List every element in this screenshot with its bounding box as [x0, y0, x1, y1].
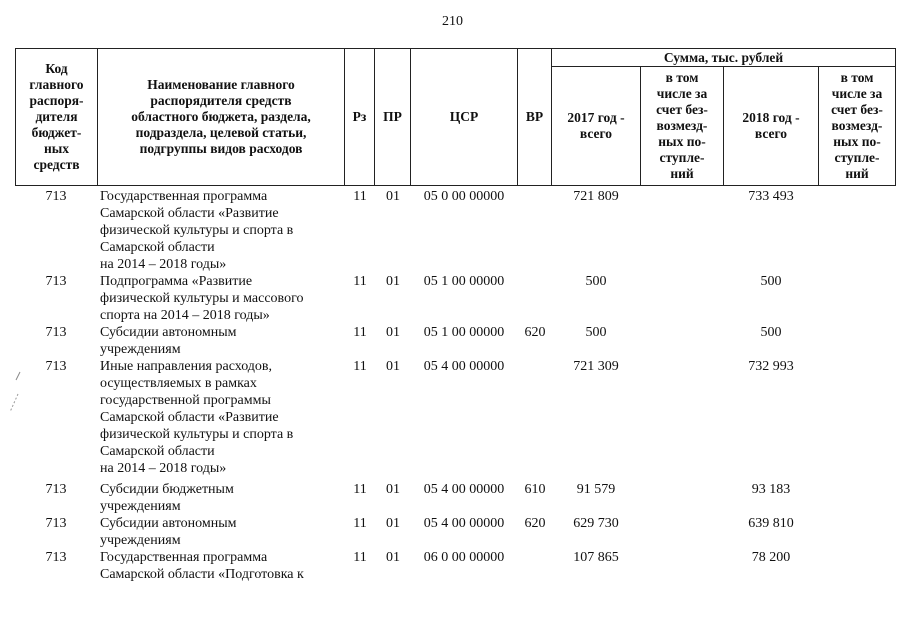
cell-pr: 01	[386, 274, 400, 289]
cell-vr: 620	[524, 325, 546, 340]
cell-2017-total: 721 809	[573, 189, 619, 204]
header-rz	[344, 48, 375, 186]
cell-pr: 01	[386, 359, 400, 374]
cell-pr: 01	[386, 325, 400, 340]
cell-csr: 05 4 00 00000	[423, 516, 505, 531]
header-vr	[517, 48, 552, 186]
cell-code: 713	[45, 189, 67, 204]
cell-2017-total: 721 309	[573, 359, 619, 374]
cell-rz: 11	[353, 359, 367, 374]
header-sum-group	[551, 48, 896, 67]
cell-name: Иные направления расходов, осуществляемых в рамках государственной программы Самарской области «Развитие физической культуры и спорта в Самарской области на 2014 – 2018 годы»	[100, 359, 294, 476]
cell-csr: 05 0 00 00000	[423, 189, 505, 204]
cell-rz: 11	[353, 482, 367, 497]
header-code	[15, 48, 98, 186]
cell-2018-total: 733 493	[748, 189, 794, 204]
header-2018-total-text: 2018 год - всего	[742, 110, 800, 141]
cell-code: 713	[45, 516, 67, 531]
cell-pr: 01	[386, 482, 400, 497]
header-name	[97, 48, 345, 186]
cell-code: 713	[45, 550, 67, 565]
cell-name: Субсидии автономным учреждениям	[100, 516, 237, 548]
cell-2018-total: 639 810	[748, 516, 794, 531]
page-number: 210	[442, 14, 463, 29]
cell-2018-total: 78 200	[751, 550, 791, 565]
header-2017-grant-text: в том числе за счет без- возмезд- ных по- ступле- ний	[656, 70, 708, 181]
cell-rz: 11	[353, 550, 367, 565]
cell-2017-total: 500	[585, 274, 607, 289]
cell-csr: 05 4 00 00000	[423, 359, 505, 374]
cell-csr: 05 4 00 00000	[423, 482, 505, 497]
header-2018-grant-text: в том числе за счет без- возмезд- ных по- ступле- ний	[831, 70, 883, 181]
cell-2018-total: 500	[760, 274, 782, 289]
cell-csr: 05 1 00 00000	[423, 325, 505, 340]
header-sum-group-text: Сумма, тыс. рублей	[663, 49, 784, 65]
header-2018-total	[723, 66, 819, 186]
cell-2018-total: 93 183	[751, 482, 791, 497]
cell-csr: 05 1 00 00000	[423, 274, 505, 289]
header-rz-text: Рз	[352, 109, 367, 124]
cell-name: Субсидии автономным учреждениям	[100, 325, 237, 357]
header-2017-grant	[640, 66, 724, 186]
cell-name: Государственная программа Самарской области «Развитие физической культуры и спорта в Самарской области на 2014 – 2018 годы»	[100, 189, 294, 272]
cell-code: 713	[45, 359, 67, 374]
cell-csr: 06 0 00 00000	[423, 550, 505, 565]
cell-2017-total: 107 865	[573, 550, 619, 565]
cell-rz: 11	[353, 325, 367, 340]
header-vr-text: ВР	[525, 109, 544, 124]
scan-marks	[6, 370, 26, 420]
header-pr-text: ПР	[383, 109, 402, 124]
cell-name: Подпрограмма «Развитие физической культуры и массового спорта на 2014 – 2018 годы»	[100, 274, 304, 323]
header-code-text: Код главного распоря- дителя бюджет- ных средств	[29, 61, 84, 172]
cell-code: 713	[45, 482, 67, 497]
cell-vr: 620	[524, 516, 546, 531]
cell-rz: 11	[353, 189, 367, 204]
cell-name: Государственная программа Самарской области «Подготовка к	[100, 550, 304, 582]
cell-pr: 01	[386, 189, 400, 204]
cell-pr: 01	[386, 550, 400, 565]
header-pr	[374, 48, 411, 186]
cell-code: 713	[45, 274, 67, 289]
header-2018-grant	[818, 66, 896, 186]
cell-code: 713	[45, 325, 67, 340]
cell-2017-total: 629 730	[573, 516, 619, 531]
cell-rz: 11	[353, 516, 367, 531]
header-name-text: Наименование главного распорядителя средств областного бюджета, раздела, подраздела, целевой статьи, подгруппы видов расходов	[131, 77, 311, 156]
header-2017-total-text: 2017 год - всего	[567, 110, 625, 141]
cell-2018-total: 732 993	[748, 359, 794, 374]
cell-2017-total: 500	[585, 325, 607, 340]
cell-rz: 11	[353, 274, 367, 289]
header-csr	[410, 48, 518, 186]
cell-2017-total: 91 579	[576, 482, 616, 497]
cell-vr: 610	[524, 482, 546, 497]
header-2017-total	[551, 66, 641, 186]
cell-pr: 01	[386, 516, 400, 531]
header-csr-text: ЦСР	[449, 109, 479, 124]
cell-name: Субсидии бюджетным учреждениям	[100, 482, 234, 514]
cell-2018-total: 500	[760, 325, 782, 340]
